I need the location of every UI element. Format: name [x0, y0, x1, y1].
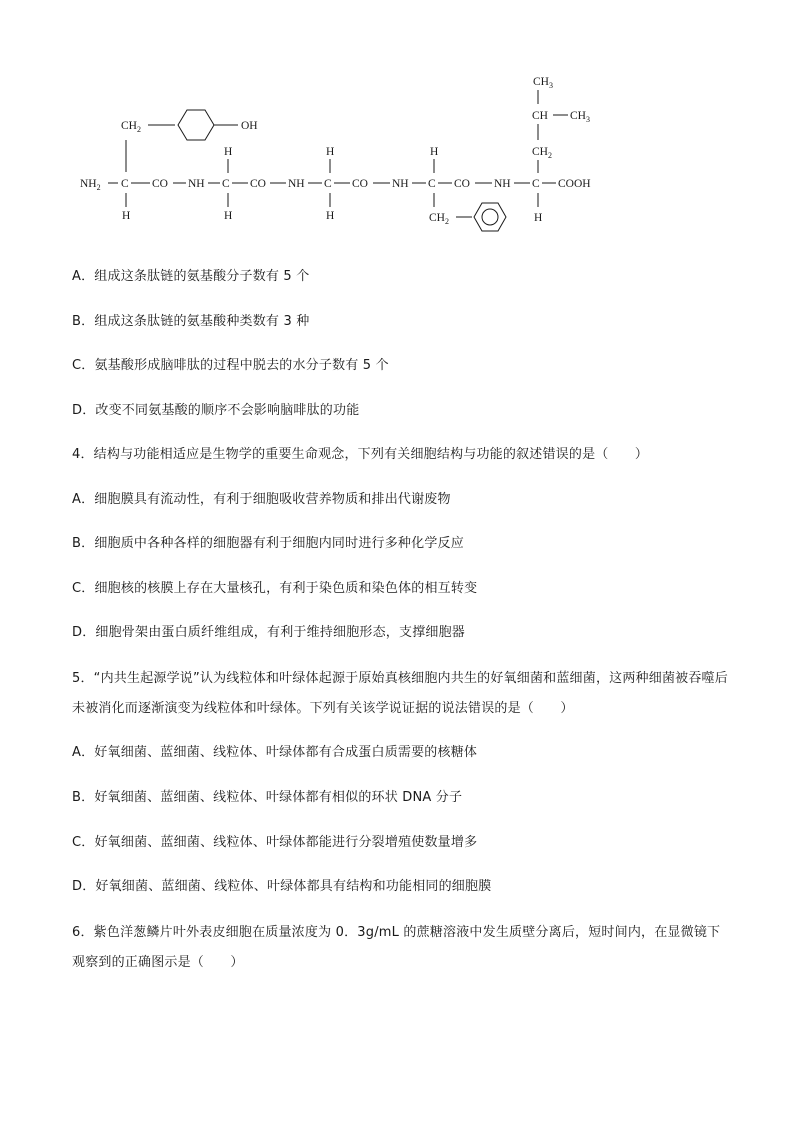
ch2-phe: $CH_2$ — [429, 212, 449, 226]
peptide-co-3: CO — [352, 178, 368, 190]
h-1-bottom: H — [122, 210, 131, 222]
q6-stem: 6．紫色洋葱鳞片叶外表皮细胞在质量浓度为 0．3g/mL 的蔗糖溶液中发生质壁分离后，短时间内，在显微镜下观察到的正确图示是（ ） — [72, 925, 721, 970]
peptide-nh-3: NH — [392, 178, 409, 190]
benzene-ring-inner-phe — [482, 209, 498, 225]
h-5-bottom: H — [534, 212, 543, 224]
carboxyl-group: COOH — [558, 178, 591, 190]
q3-option-d: D．改变不同氨基酸的顺序不会影响脑啡肽的功能 — [72, 403, 360, 418]
ch2-tyr: $CH_2$ — [121, 120, 141, 134]
alpha-carbon-4: C — [428, 178, 436, 190]
q4-stem: 4．结构与功能相适应是生物学的重要生命观念，下列有关细胞结构与功能的叙述错误的是（ ） — [72, 447, 649, 462]
q3-option-b: B．组成这条肽链的氨基酸种类数有 3 种 — [72, 314, 310, 329]
q5-option-c: C．好氧细菌、蓝细菌、线粒体、叶绿体都能进行分裂增殖使数量增多 — [72, 835, 478, 850]
h-2-top: H — [224, 146, 233, 158]
hydroxyl-group: OH — [241, 120, 258, 132]
peptide-nh-2: NH — [288, 178, 305, 190]
alpha-carbon-5: C — [532, 178, 540, 190]
q3-option-a: A．组成这条肽链的氨基酸分子数有 5 个 — [72, 269, 310, 284]
benzene-ring-tyr — [178, 110, 214, 140]
peptide-structural-formula — [0, 0, 794, 240]
peptide-co-1: CO — [152, 178, 168, 190]
q5-option-a: A．好氧细菌、蓝细菌、线粒体、叶绿体都有合成蛋白质需要的核糖体 — [72, 745, 478, 760]
q5-option-d: D．好氧细菌、蓝细菌、线粒体、叶绿体都具有结构和功能相同的细胞膜 — [72, 879, 492, 894]
benzene-ring-phe — [474, 203, 506, 231]
q4-option-b: B．细胞质中各种各样的细胞器有利于细胞内同时进行多种化学反应 — [72, 536, 464, 551]
h-3-bottom: H — [326, 210, 335, 222]
peptide-nh-4: NH — [494, 178, 511, 190]
q3-option-c: C．氨基酸形成脑啡肽的过程中脱去的水分子数有 5 个 — [72, 358, 389, 373]
peptide-co-2: CO — [250, 178, 266, 190]
ch2-leu: $CH_2$ — [532, 146, 552, 160]
h-4-top: H — [430, 146, 439, 158]
h-3-top: H — [326, 146, 335, 158]
q5-stem: 5．“内共生起源学说”认为线粒体和叶绿体起源于原始真核细胞内共生的好氧细菌和蓝细菌，这两种细菌被吞噬后未被消化而逐渐演变为线粒体和叶绿体。下列有关该学说证据的说法错误的是（ ） — [72, 671, 728, 716]
amino-group: $NH_2$ — [80, 178, 101, 192]
q4-option-a: A．细胞膜具有流动性，有利于细胞吸收营养物质和排出代谢废物 — [72, 492, 451, 507]
q5-option-b: B．好氧细菌、蓝细菌、线粒体、叶绿体都有相似的环状 DNA 分子 — [72, 790, 463, 805]
ch3-side: $CH_3$ — [570, 110, 590, 124]
q4-option-c: C．细胞核的核膜上存在大量核孔，有利于染色质和染色体的相互转变 — [72, 581, 478, 596]
peptide-co-4: CO — [454, 178, 470, 190]
peptide-nh-1: NH — [188, 178, 205, 190]
ch3-top: $CH_3$ — [533, 76, 553, 90]
alpha-carbon-1: C — [121, 178, 129, 190]
alpha-carbon-3: C — [324, 178, 332, 190]
h-2-bottom: H — [224, 210, 233, 222]
ch-branch: CH — [532, 110, 548, 122]
alpha-carbon-2: C — [222, 178, 230, 190]
q4-option-d: D．细胞骨架由蛋白质纤维组成，有利于维持细胞形态，支撑细胞器 — [72, 625, 466, 640]
